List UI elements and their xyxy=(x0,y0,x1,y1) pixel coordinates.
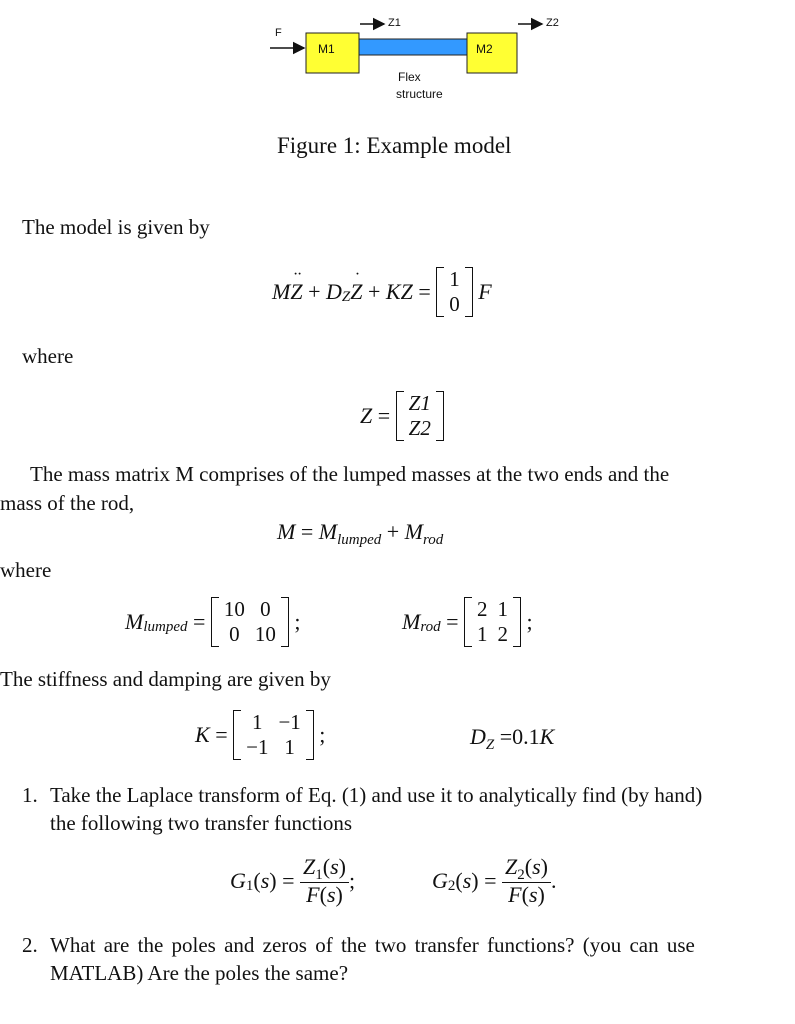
question-1-number: 1. xyxy=(22,783,38,807)
example-model-figure xyxy=(260,10,560,110)
damping-coefficient: 0.1 xyxy=(512,724,540,749)
k-matrix xyxy=(233,710,314,760)
matrix-entry: 1 xyxy=(284,735,295,759)
matrix-entry: 1 xyxy=(449,267,460,291)
question-1-line-1: Take the Laplace transform of Eq. (1) and use it to analytically find (by hand) xyxy=(50,783,703,807)
matrix-entry: Z2 xyxy=(408,416,431,440)
m-rod-definition: M rod = 2 1 1 2 ; xyxy=(402,597,533,646)
question-1-line-2: the following two transfer functions xyxy=(50,811,353,835)
stiffness-intro-text: The stiffness and damping are given by xyxy=(0,667,331,691)
matrix-entry: 0 xyxy=(260,597,271,621)
mass-sum-equation: $M = M_{lumped} + M_{rod}$ xyxy=(277,519,444,548)
model-intro-text: The model is given by xyxy=(22,215,210,239)
z2-label: Z2 xyxy=(546,17,559,29)
m-lumped-matrix xyxy=(211,597,289,647)
where-label-2: where xyxy=(0,558,52,582)
matrix-entry: Z1 xyxy=(408,391,431,415)
matrix-entry: 10 xyxy=(223,597,245,621)
damping-definition: $D_Z =0.1K$ xyxy=(470,724,555,753)
mass-matrix-paragraph-line-2: mass of the rod, xyxy=(0,491,135,515)
equation-of-motion: M ·· Z + D Z · Z + KZ = 1 0 F xyxy=(272,262,492,322)
where-label-1: where xyxy=(22,344,74,368)
matrix-entry: 0 xyxy=(229,622,240,646)
mass-2-label: M2 xyxy=(476,42,493,56)
matrix-entry: 2 xyxy=(477,597,488,621)
m-rod-matrix xyxy=(464,597,521,647)
matrix-entry: 1 xyxy=(477,622,488,646)
z1-label: Z1 xyxy=(388,17,401,29)
force-vector xyxy=(436,267,473,317)
question-2-line-2: MATLAB) Are the poles the same? xyxy=(50,961,349,985)
matrix-entry: 1 xyxy=(252,710,263,734)
flex-rod xyxy=(359,39,467,55)
matrix-entry: 10 xyxy=(254,622,276,646)
mass-matrix-paragraph-line-1: The mass matrix M comprises of the lumped masses at the two ends and the xyxy=(30,462,670,486)
mass-1-label: M1 xyxy=(318,42,335,56)
structure-label: structure xyxy=(396,87,443,101)
flex-label: Flex xyxy=(398,70,421,84)
z-vector-definition: Z = Z1 Z2 xyxy=(360,384,444,448)
force-label: F xyxy=(275,27,282,39)
matrix-entry: −1 xyxy=(246,735,269,759)
figure-caption: Figure 1: Example model xyxy=(277,133,512,158)
matrix-entry: 0 xyxy=(449,292,460,316)
transfer-function-g1: G 1 ( s ) = $\frac{Z_1(s)}{F(s)}$ ; xyxy=(230,854,356,907)
m-lumped-definition: M lumped = 10 0 0 10 ; xyxy=(125,597,301,646)
matrix-entry: 2 xyxy=(497,622,509,646)
z-vector xyxy=(396,391,444,441)
k-matrix-definition: K = 1 −1 −1 1 ; xyxy=(195,710,326,759)
question-2-number: 2. xyxy=(22,933,38,957)
matrix-entry: −1 xyxy=(278,710,301,734)
matrix-entry: 1 xyxy=(497,597,509,621)
question-2-line-1: What are the poles and zeros of the two transfer functions? (you can use xyxy=(50,933,695,957)
transfer-function-g2: G 2 ( s ) = $\frac{Z_2(s)}{F(s)}$ . xyxy=(432,854,557,907)
